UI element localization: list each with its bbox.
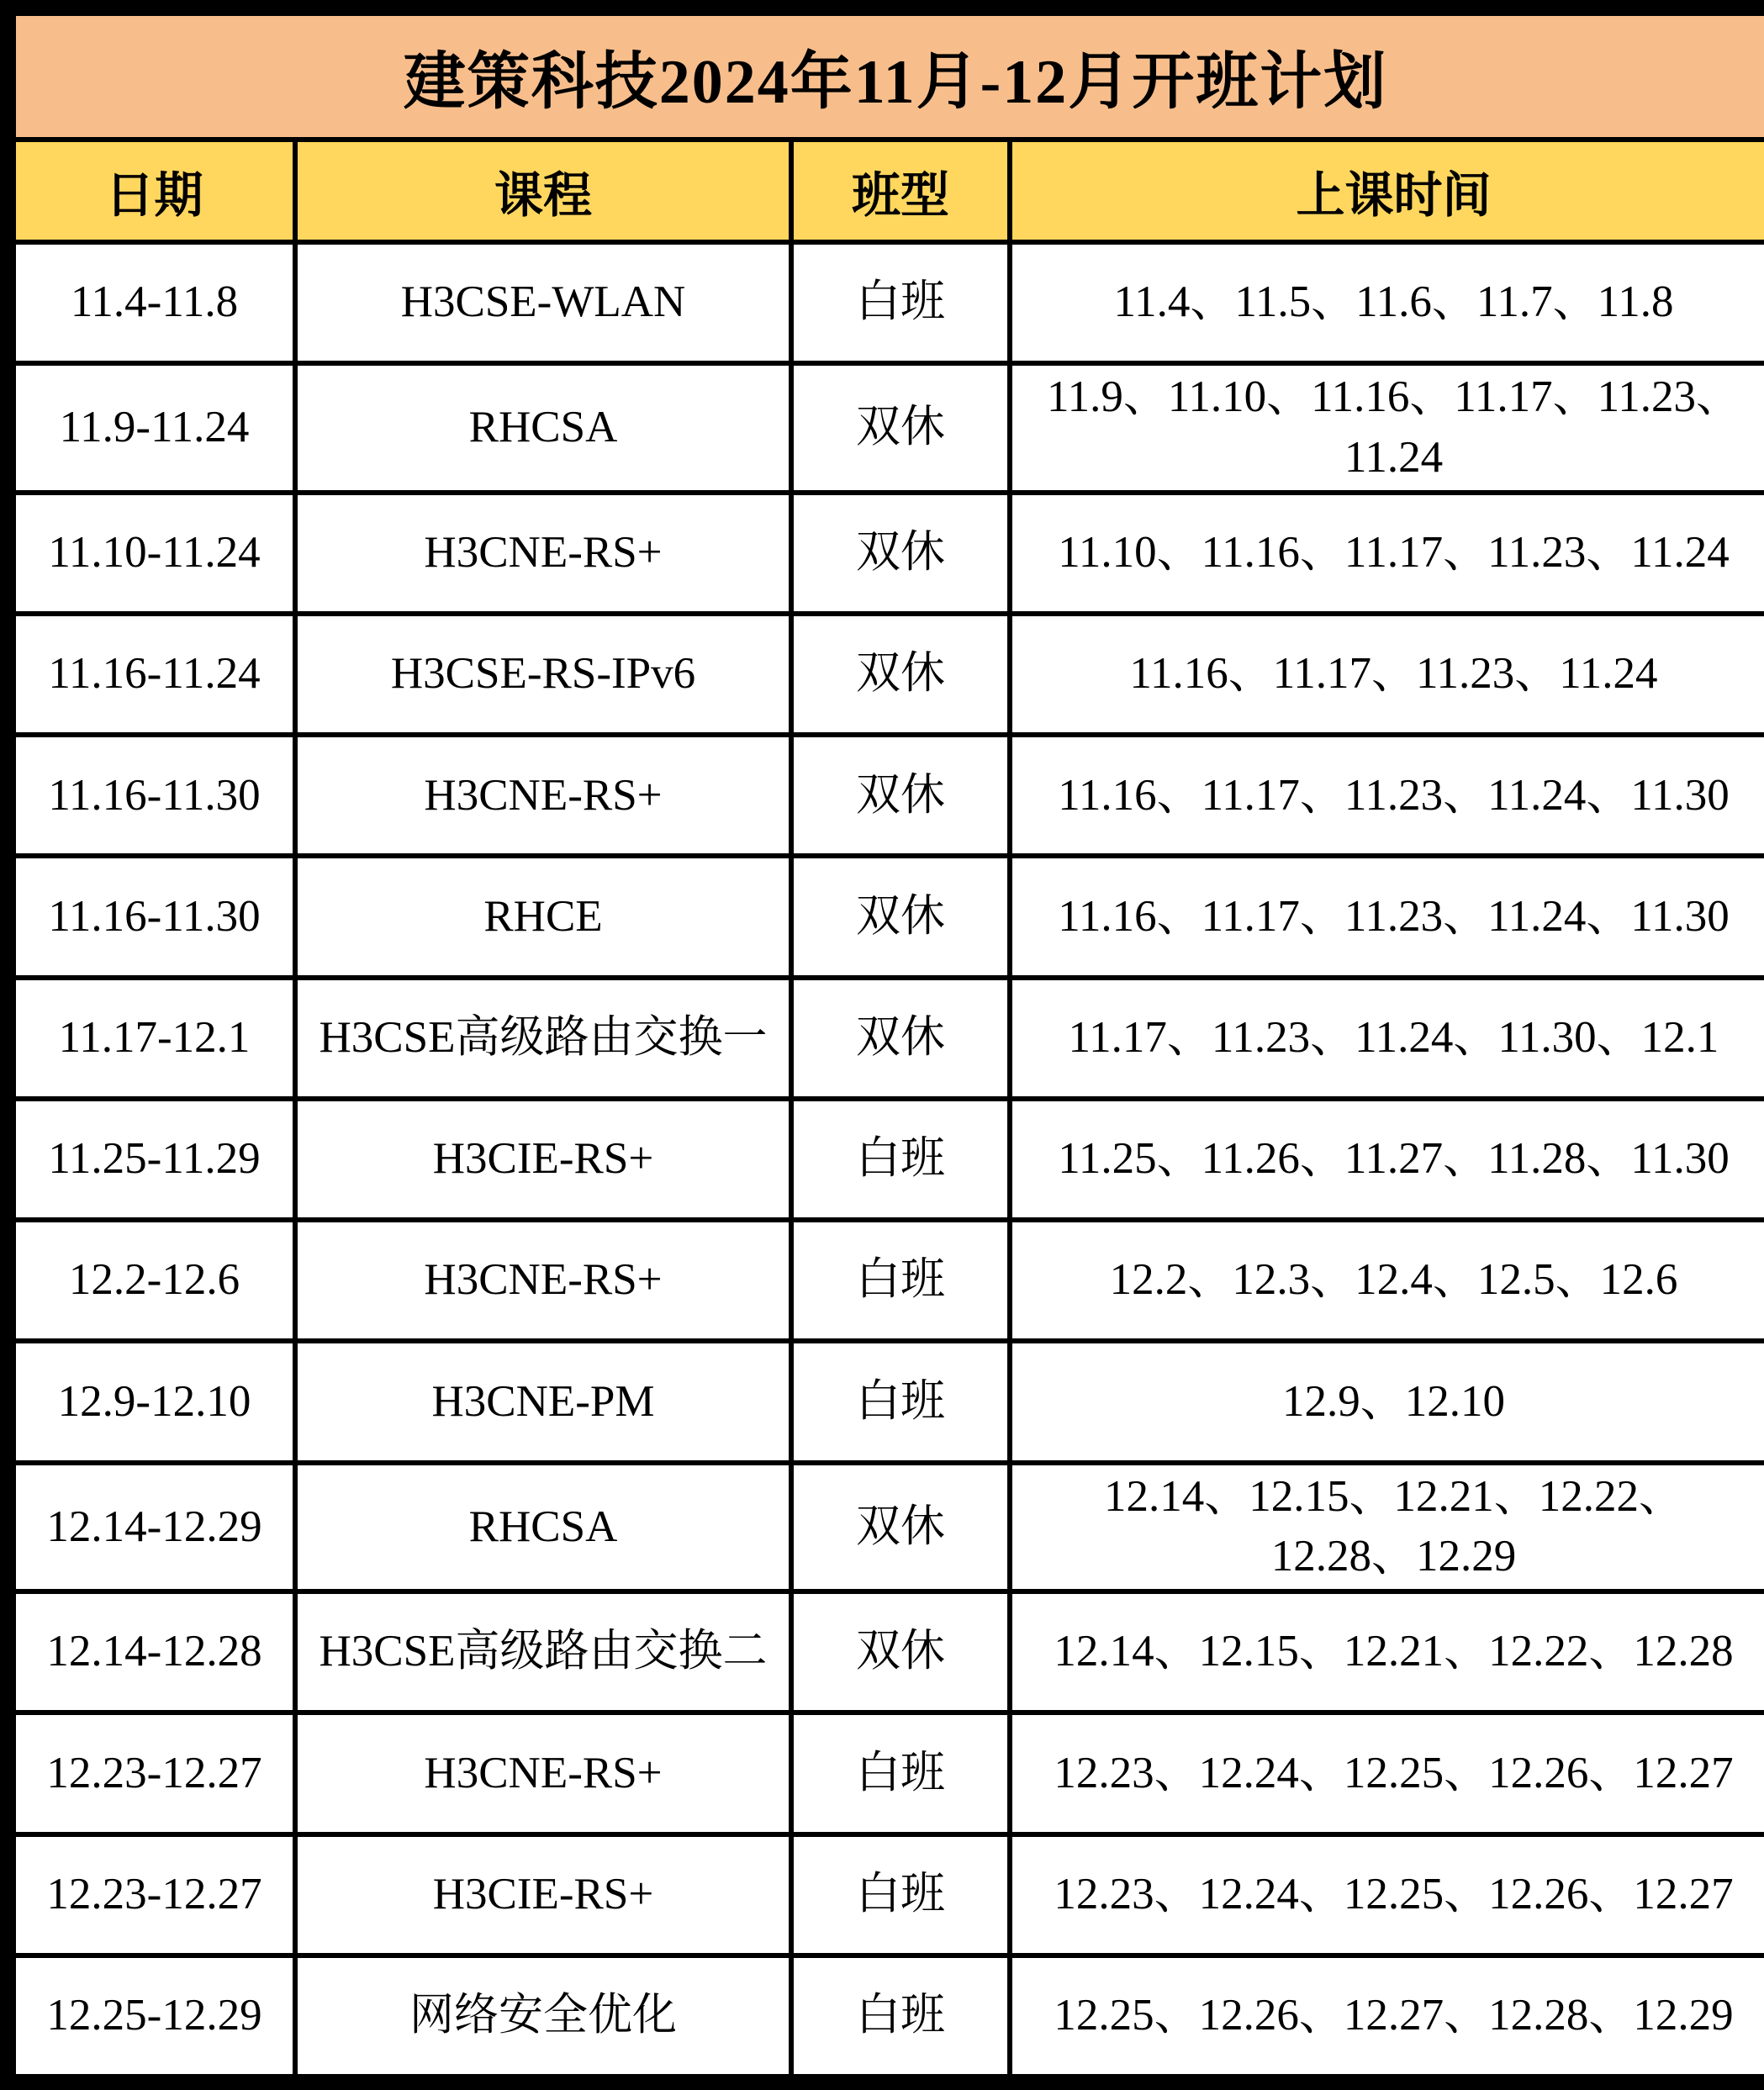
course-cell: H3CNE-RS+ [295,493,791,614]
table-row [13,493,1764,614]
times-cell: 12.23、12.24、12.25、12.26、12.27 [1010,1713,1764,1834]
date-cell: 12.14-12.29 [13,1463,295,1592]
course-cell: H3CSE高级路由交换二 [295,1591,791,1713]
course-cell: H3CIE-RS+ [295,1834,791,1955]
type-cell: 白班 [791,1713,1010,1834]
times-cell: 12.9、12.10 [1010,1341,1764,1462]
type-cell: 双休 [791,856,1010,977]
header-row [13,140,1764,242]
date-cell: 12.23-12.27 [13,1834,295,1955]
type-cell: 白班 [791,1341,1010,1462]
course-cell: H3CSE-RS-IPv6 [295,614,791,735]
table-row [13,1220,1764,1341]
column-header-type: 班型 [791,140,1010,242]
times-cell: 11.16、11.17、11.23、11.24、11.30 [1010,735,1764,856]
date-cell: 12.2-12.6 [13,1220,295,1341]
date-cell: 12.9-12.10 [13,1341,295,1462]
times-cell: 11.16、11.17、11.23、11.24、11.30 [1010,856,1764,977]
times-cell: 11.16、11.17、11.23、11.24 [1010,614,1764,735]
column-header-times: 上课时间 [1010,140,1764,242]
table-row [13,1591,1764,1713]
page-title: 建策科技2024年11月-12月开班计划 [13,13,1764,140]
type-cell: 双休 [791,1591,1010,1713]
date-cell: 11.16-11.30 [13,856,295,977]
course-cell: RHCSA [295,1463,791,1592]
table-row [13,242,1764,363]
times-cell: 12.14、12.15、12.21、12.22、12.28、12.29 [1010,1463,1764,1592]
times-cell: 11.10、11.16、11.17、11.23、11.24 [1010,493,1764,614]
times-cell: 12.2、12.3、12.4、12.5、12.6 [1010,1220,1764,1341]
table-row [13,614,1764,735]
date-cell: 11.16-11.24 [13,614,295,735]
table-row [13,1713,1764,1834]
date-cell: 11.16-11.30 [13,735,295,856]
type-cell: 双休 [791,493,1010,614]
type-cell: 白班 [791,1955,1010,2077]
date-cell: 12.14-12.28 [13,1591,295,1713]
times-cell: 12.23、12.24、12.25、12.26、12.27 [1010,1834,1764,1955]
date-cell: 12.23-12.27 [13,1713,295,1834]
course-cell: RHCSA [295,363,791,493]
table-row [13,1463,1764,1592]
times-cell: 11.4、11.5、11.6、11.7、11.8 [1010,242,1764,363]
table-row [13,363,1764,493]
table-row [13,1955,1764,2077]
table-row [13,978,1764,1099]
table-head [13,13,1764,242]
date-cell: 11.10-11.24 [13,493,295,614]
course-cell: RHCE [295,856,791,977]
course-cell: H3CNE-RS+ [295,1220,791,1341]
times-cell: 12.14、12.15、12.21、12.22、12.28 [1010,1591,1764,1713]
times-cell: 11.9、11.10、11.16、11.17、11.23、11.24 [1010,363,1764,493]
date-cell: 12.25-12.29 [13,1955,295,2077]
table-row [13,1099,1764,1220]
course-cell: H3CNE-RS+ [295,735,791,856]
date-cell: 11.4-11.8 [13,242,295,363]
course-cell: 网络安全优化 [295,1955,791,2077]
type-cell: 白班 [791,242,1010,363]
schedule-table [11,11,1764,2079]
date-cell: 11.17-12.1 [13,978,295,1099]
column-header-date: 日期 [13,140,295,242]
date-cell: 11.25-11.29 [13,1099,295,1220]
type-cell: 白班 [791,1099,1010,1220]
table-body [13,242,1764,2077]
times-cell: 11.25、11.26、11.27、11.28、11.30 [1010,1099,1764,1220]
course-cell: H3CNE-RS+ [295,1713,791,1834]
type-cell: 双休 [791,614,1010,735]
table-row [13,856,1764,977]
times-cell: 11.17、11.23、11.24、11.30、12.1 [1010,978,1764,1099]
course-cell: H3CIE-RS+ [295,1099,791,1220]
table-row [13,735,1764,856]
type-cell: 双休 [791,978,1010,1099]
column-header-course: 课程 [295,140,791,242]
date-cell: 11.9-11.24 [13,363,295,493]
course-cell: H3CNE-PM [295,1341,791,1462]
course-cell: H3CSE高级路由交换一 [295,978,791,1099]
table-row [13,1341,1764,1462]
type-cell: 白班 [791,1220,1010,1341]
type-cell: 双休 [791,363,1010,493]
table-row [13,1834,1764,1955]
type-cell: 双休 [791,735,1010,856]
course-cell: H3CSE-WLAN [295,242,791,363]
times-cell: 12.25、12.26、12.27、12.28、12.29 [1010,1955,1764,2077]
type-cell: 双休 [791,1463,1010,1592]
title-row [13,13,1764,140]
type-cell: 白班 [791,1834,1010,1955]
